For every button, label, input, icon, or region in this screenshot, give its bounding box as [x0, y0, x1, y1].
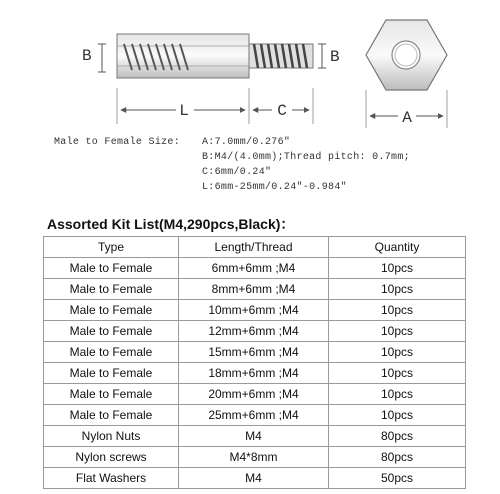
cell-type: Nylon Nuts [44, 426, 179, 447]
header-length-thread: Length/Thread [179, 237, 329, 258]
standoff-body [117, 34, 249, 78]
cell-type: Male to Female [44, 405, 179, 426]
spec-line-a: A:7.0mm/0.276" [202, 137, 291, 148]
cell-length-thread: 8mm+6mm ;M4 [179, 279, 329, 300]
cell-quantity: 10pcs [329, 342, 466, 363]
cell-quantity: 50pcs [329, 468, 466, 489]
cell-type: Male to Female [44, 363, 179, 384]
table-row [44, 342, 466, 363]
header-type: Type [44, 237, 179, 258]
dim-label-b-left: B [82, 47, 92, 65]
kit-table [43, 236, 466, 489]
cell-type: Flat Washers [44, 468, 179, 489]
cell-length-thread: 15mm+6mm ;M4 [179, 342, 329, 363]
cell-quantity: 80pcs [329, 447, 466, 468]
size-specs-label: Male to Female Size: [54, 137, 181, 148]
cell-length-thread: M4 [179, 426, 329, 447]
cell-type: Male to Female [44, 258, 179, 279]
spec-line-b: B:M4/(4.0mm);Thread pitch: 0.7mm; [202, 152, 410, 163]
cell-length-thread: 10mm+6mm ;M4 [179, 300, 329, 321]
table-row [44, 468, 466, 489]
cell-quantity: 10pcs [329, 405, 466, 426]
dim-label-l: L [179, 102, 189, 120]
table-row [44, 447, 466, 468]
table-row [44, 279, 466, 300]
table-row [44, 300, 466, 321]
cell-length-thread: M4*8mm [179, 447, 329, 468]
cell-quantity: 10pcs [329, 363, 466, 384]
cell-length-thread: 25mm+6mm ;M4 [179, 405, 329, 426]
cell-type: Nylon screws [44, 447, 179, 468]
cell-quantity: 80pcs [329, 426, 466, 447]
cell-length-thread: 20mm+6mm ;M4 [179, 384, 329, 405]
cell-type: Male to Female [44, 300, 179, 321]
spec-line-l: L:6mm-25mm/0.24"-0.984" [202, 182, 347, 193]
hex-end-view [366, 20, 447, 90]
kit-list-title: Assorted Kit List(M4,290pcs,Black)： [47, 216, 295, 232]
size-specs [54, 137, 494, 207]
cell-quantity: 10pcs [329, 258, 466, 279]
cell-length-thread: 12mm+6mm ;M4 [179, 321, 329, 342]
cell-type: Male to Female [44, 384, 179, 405]
dim-label-b-right: B [330, 48, 340, 66]
cell-length-thread: 18mm+6mm ;M4 [179, 363, 329, 384]
table-row [44, 321, 466, 342]
table-row [44, 384, 466, 405]
cell-type: Male to Female [44, 279, 179, 300]
cell-quantity: 10pcs [329, 321, 466, 342]
table-row [44, 258, 466, 279]
kit-table-header-row [44, 237, 466, 258]
table-row [44, 426, 466, 447]
cell-type: Male to Female [44, 342, 179, 363]
cell-quantity: 10pcs [329, 384, 466, 405]
cell-length-thread: 6mm+6mm ;M4 [179, 258, 329, 279]
cell-quantity: 10pcs [329, 279, 466, 300]
standoff-thread [249, 44, 313, 68]
table-row [44, 363, 466, 384]
dim-label-c: C [277, 102, 287, 120]
table-row [44, 405, 466, 426]
spec-line-c: C:6mm/0.24" [202, 167, 272, 178]
cell-quantity: 10pcs [329, 300, 466, 321]
header-quantity: Quantity [329, 237, 466, 258]
cell-length-thread: M4 [179, 468, 329, 489]
dim-label-a: A [402, 109, 412, 127]
cell-type: Male to Female [44, 321, 179, 342]
